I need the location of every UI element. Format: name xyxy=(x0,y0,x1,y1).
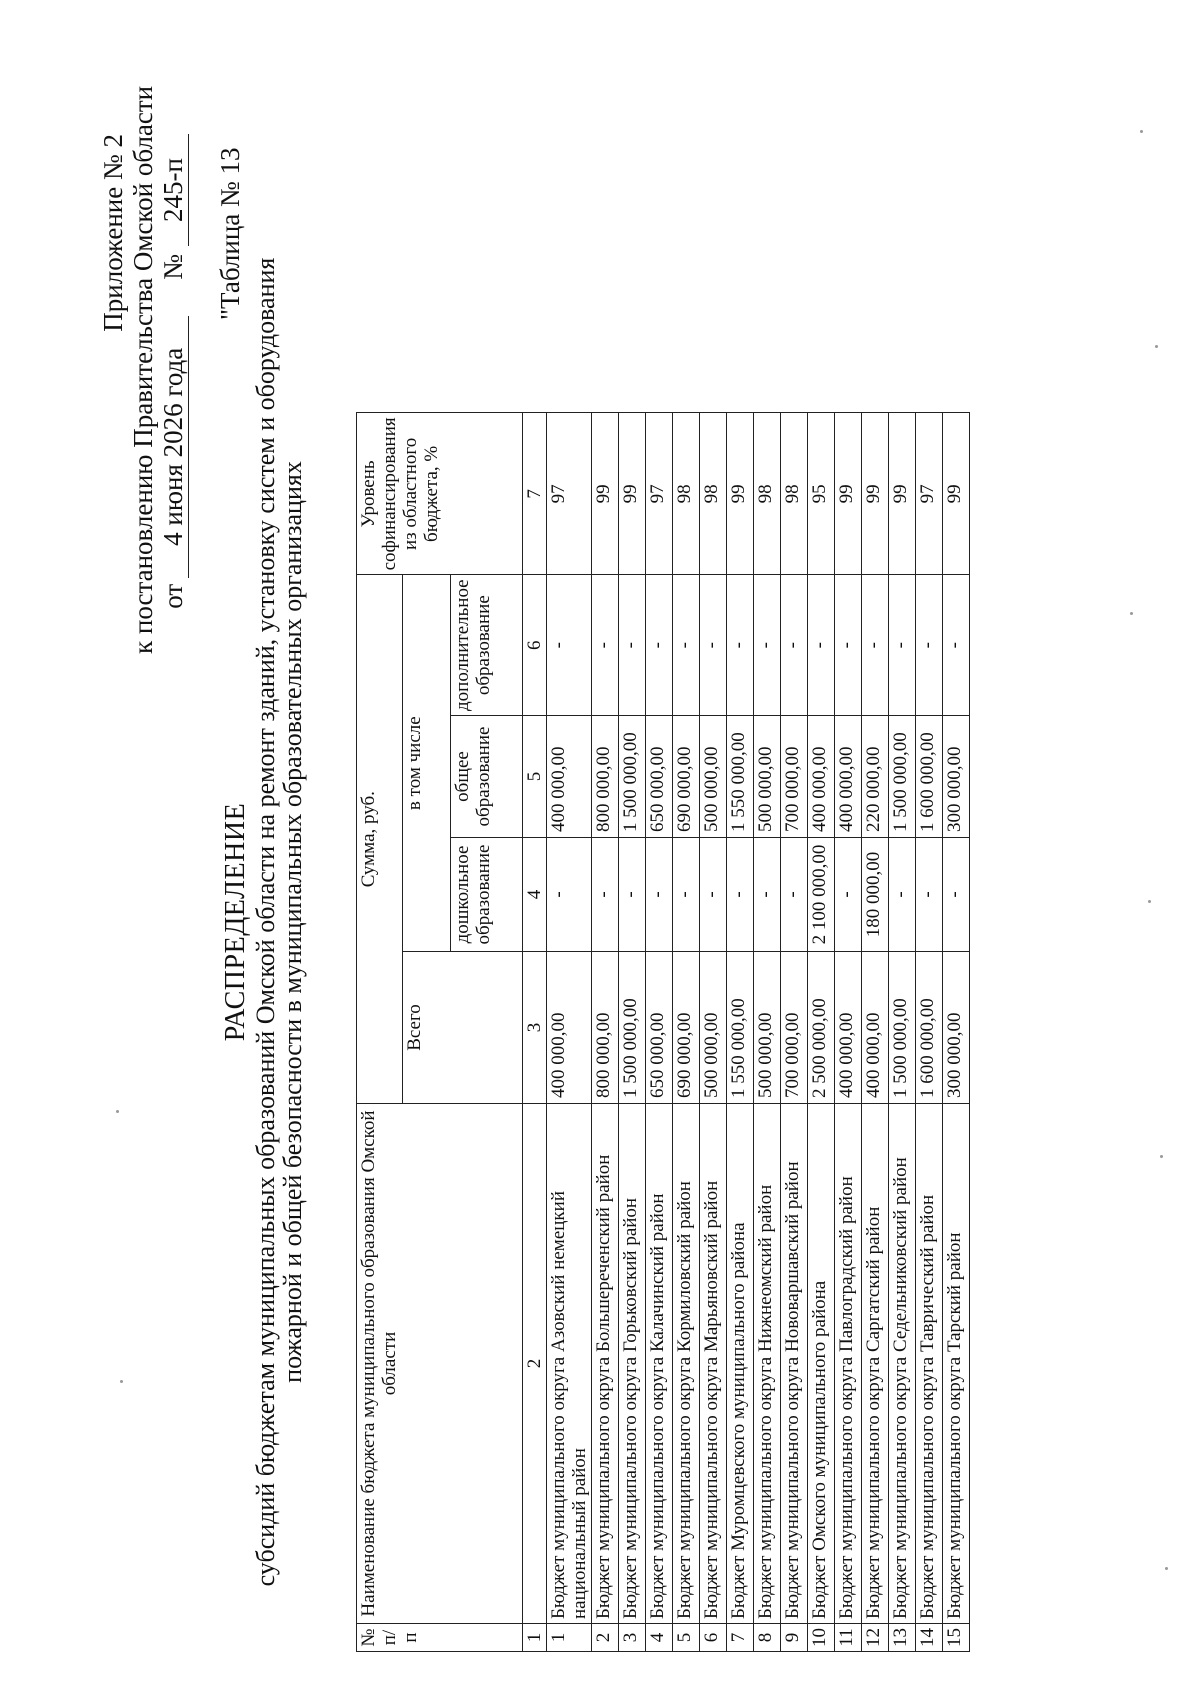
scan-speck xyxy=(120,1380,123,1383)
header-num: № п/п xyxy=(357,1624,523,1652)
sum-total: 500 000,00 xyxy=(754,952,781,1104)
sum-general: 500 000,00 xyxy=(754,716,781,838)
table-row xyxy=(943,413,970,1652)
budget-name: Бюджет муниципального округа Павлоградский район xyxy=(835,1104,862,1624)
sum-preschool: - xyxy=(835,838,862,952)
table-row xyxy=(592,413,619,1652)
sum-total: 690 000,00 xyxy=(673,952,700,1104)
scan-speck xyxy=(1155,345,1158,348)
sum-preschool: 2 100 000,00 xyxy=(808,838,835,952)
cofinancing-level: 99 xyxy=(592,413,619,575)
cofinancing-level: 99 xyxy=(943,413,970,575)
table-body xyxy=(547,413,970,1652)
scan-speck xyxy=(1160,1155,1163,1158)
row-number: 7 xyxy=(727,1624,754,1652)
sum-general: 1 500 000,00 xyxy=(619,716,646,838)
appendix-line: Приложение № 2 xyxy=(98,134,128,332)
sum-general: 690 000,00 xyxy=(673,716,700,838)
sum-preschool: - xyxy=(727,838,754,952)
sum-additional: - xyxy=(862,575,889,716)
sum-additional: - xyxy=(835,575,862,716)
cofinancing-level: 97 xyxy=(916,413,943,575)
sum-preschool: - xyxy=(781,838,808,952)
sum-preschool: - xyxy=(889,838,916,952)
table-row xyxy=(727,413,754,1652)
sum-total: 500 000,00 xyxy=(700,952,727,1104)
sum-preschool: - xyxy=(619,838,646,952)
row-number: 12 xyxy=(862,1624,889,1652)
row-number: 13 xyxy=(889,1624,916,1652)
cofinancing-level: 99 xyxy=(619,413,646,575)
subtitle-line-1: субсидий бюджетам муниципальных образований Омской области на ремонт зданий, установку систем и оборудования xyxy=(251,257,280,1587)
sum-general: 220 000,00 xyxy=(862,716,889,838)
decree-line: к постановлению Правительства Омской области xyxy=(128,85,158,654)
budget-name: Бюджет муниципального округа Нововаршавский район xyxy=(781,1104,808,1624)
sum-total: 700 000,00 xyxy=(781,952,808,1104)
col-number: 7 xyxy=(523,413,547,575)
table-row xyxy=(916,413,943,1652)
header-preschool: дошкольное образование xyxy=(451,838,523,952)
sum-total: 2 500 000,00 xyxy=(808,952,835,1104)
sum-additional: - xyxy=(943,575,970,716)
sum-additional: - xyxy=(808,575,835,716)
table-row xyxy=(619,413,646,1652)
table-row xyxy=(754,413,781,1652)
sum-total: 400 000,00 xyxy=(835,952,862,1104)
sum-preschool: - xyxy=(547,838,592,952)
header-level: Уровень софинансирования из областного бюджета, % xyxy=(357,413,523,575)
col-number: 4 xyxy=(523,838,547,952)
document-subtitle xyxy=(252,172,306,1672)
sum-general: 500 000,00 xyxy=(700,716,727,838)
table-row xyxy=(646,413,673,1652)
row-number: 6 xyxy=(700,1624,727,1652)
appendix-block xyxy=(98,85,189,654)
cofinancing-level: 98 xyxy=(754,413,781,575)
row-number: 10 xyxy=(808,1624,835,1652)
cofinancing-level: 99 xyxy=(862,413,889,575)
sum-total: 400 000,00 xyxy=(547,952,592,1104)
scan-speck xyxy=(1165,1567,1168,1570)
cofinancing-level: 98 xyxy=(781,413,808,575)
sum-preschool: - xyxy=(916,838,943,952)
table-row xyxy=(700,413,727,1652)
row-number: 1 xyxy=(547,1624,592,1652)
budget-name: Бюджет муниципального округа Марьяновский район xyxy=(700,1104,727,1624)
scan-speck xyxy=(1148,900,1151,903)
sum-additional: - xyxy=(592,575,619,716)
row-number: 5 xyxy=(673,1624,700,1652)
table-row xyxy=(781,413,808,1652)
sum-general: 1 500 000,00 xyxy=(889,716,916,838)
table-row xyxy=(808,413,835,1652)
header-additional: дополнительное образование xyxy=(451,575,523,716)
budget-name: Бюджет муниципального округа Калачинский район xyxy=(646,1104,673,1624)
cofinancing-level: 99 xyxy=(835,413,862,575)
sum-additional: - xyxy=(646,575,673,716)
cofinancing-level: 98 xyxy=(673,413,700,575)
decree-date: 4 июня 2026 года xyxy=(158,316,189,578)
sum-total: 400 000,00 xyxy=(862,952,889,1104)
sum-additional: - xyxy=(889,575,916,716)
number-label: № xyxy=(158,254,188,280)
sum-preschool: - xyxy=(754,838,781,952)
cofinancing-level: 97 xyxy=(547,413,592,575)
sum-general: 400 000,00 xyxy=(808,716,835,838)
cofinancing-level: 98 xyxy=(700,413,727,575)
table-label: "Таблица № 13 xyxy=(215,147,245,320)
table-row xyxy=(673,413,700,1652)
sum-total: 1 500 000,00 xyxy=(619,952,646,1104)
sum-preschool: - xyxy=(646,838,673,952)
budget-name: Бюджет муниципального округа Горьковский район xyxy=(619,1104,646,1624)
sum-general: 300 000,00 xyxy=(943,716,970,838)
sum-additional: - xyxy=(619,575,646,716)
sum-preschool: - xyxy=(592,838,619,952)
sum-general: 650 000,00 xyxy=(646,716,673,838)
col-number: 6 xyxy=(523,575,547,716)
budget-name: Бюджет муниципального округа Большереченский район xyxy=(592,1104,619,1624)
budget-name: Бюджет Муромцевского муниципального района xyxy=(727,1104,754,1624)
header-including: в том числе xyxy=(403,575,451,952)
table-row xyxy=(889,413,916,1652)
sum-additional: - xyxy=(547,575,592,716)
decree-number: 245-п xyxy=(158,134,189,246)
cofinancing-level: 99 xyxy=(889,413,916,575)
budget-name: Бюджет муниципального округа Седельниковский район xyxy=(889,1104,916,1624)
budget-name: Бюджет муниципального округа Кормиловский район xyxy=(673,1104,700,1624)
date-number-row xyxy=(158,134,189,654)
row-number: 2 xyxy=(592,1624,619,1652)
row-number: 4 xyxy=(646,1624,673,1652)
from-label: от xyxy=(158,583,188,609)
table-row xyxy=(862,413,889,1652)
sum-total: 1 600 000,00 xyxy=(916,952,943,1104)
sum-additional: - xyxy=(781,575,808,716)
header-general: общее образование xyxy=(451,716,523,838)
sum-general: 400 000,00 xyxy=(835,716,862,838)
budget-name: Бюджет муниципального округа Азовский немецкий национальный район xyxy=(547,1104,592,1624)
row-number: 9 xyxy=(781,1624,808,1652)
sum-total: 300 000,00 xyxy=(943,952,970,1104)
header-total: Всего xyxy=(403,952,523,1104)
row-number: 14 xyxy=(916,1624,943,1652)
sum-general: 400 000,00 xyxy=(547,716,592,838)
document-title: РАСПРЕДЕЛЕНИЕ xyxy=(220,802,251,1042)
document-page xyxy=(40,32,1180,1672)
sum-additional: - xyxy=(727,575,754,716)
sum-general: 1 600 000,00 xyxy=(916,716,943,838)
sum-total: 800 000,00 xyxy=(592,952,619,1104)
sum-total: 1 550 000,00 xyxy=(727,952,754,1104)
budget-name: Бюджет муниципального округа Нижнеомский район xyxy=(754,1104,781,1624)
row-number: 11 xyxy=(835,1624,862,1652)
row-number: 3 xyxy=(619,1624,646,1652)
sum-preschool: - xyxy=(700,838,727,952)
scan-speck xyxy=(116,1110,119,1113)
cofinancing-level: 95 xyxy=(808,413,835,575)
header-sum: Сумма, руб. xyxy=(357,575,403,1104)
table-row xyxy=(547,413,592,1652)
sum-general: 800 000,00 xyxy=(592,716,619,838)
header-name: Наименование бюджета муниципального образования Омской области xyxy=(357,1104,523,1624)
sum-general: 1 550 000,00 xyxy=(727,716,754,838)
sum-preschool: 180 000,00 xyxy=(862,838,889,952)
scan-speck xyxy=(1140,130,1143,133)
sum-total: 1 500 000,00 xyxy=(889,952,916,1104)
sum-additional: - xyxy=(754,575,781,716)
budget-name: Бюджет муниципального округа Таврический район xyxy=(916,1104,943,1624)
sum-additional: - xyxy=(700,575,727,716)
sum-preschool: - xyxy=(673,838,700,952)
col-number: 5 xyxy=(523,716,547,838)
row-number: 8 xyxy=(754,1624,781,1652)
sum-total: 650 000,00 xyxy=(646,952,673,1104)
distribution-table xyxy=(356,412,970,1652)
cofinancing-level: 99 xyxy=(727,413,754,575)
col-number: 3 xyxy=(523,952,547,1104)
sum-preschool: - xyxy=(943,838,970,952)
sum-general: 700 000,00 xyxy=(781,716,808,838)
row-number: 15 xyxy=(943,1624,970,1652)
subtitle-line-2: пожарной и общей безопасности в муниципальных образовательных организациях xyxy=(278,461,307,1383)
sum-additional: - xyxy=(673,575,700,716)
col-number: 2 xyxy=(523,1104,547,1624)
budget-name: Бюджет Омского муниципального района xyxy=(808,1104,835,1624)
scan-speck xyxy=(1130,612,1133,615)
col-number: 1 xyxy=(523,1624,547,1652)
cofinancing-level: 97 xyxy=(646,413,673,575)
column-numbers-row xyxy=(523,413,547,1652)
budget-name: Бюджет муниципального округа Саргатский район xyxy=(862,1104,889,1624)
budget-name: Бюджет муниципального округа Тарский район xyxy=(943,1104,970,1624)
table-row xyxy=(835,413,862,1652)
sum-additional: - xyxy=(916,575,943,716)
